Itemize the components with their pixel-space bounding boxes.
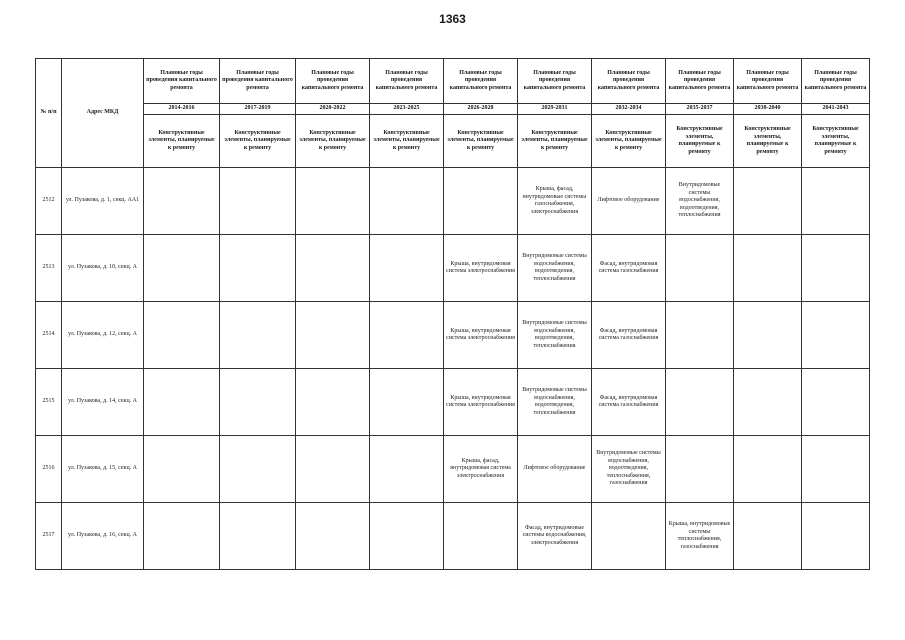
- repair-elements-cell: [666, 302, 734, 369]
- period-header: Плановые годы проведения капитального ремонта: [370, 59, 444, 104]
- repair-elements-cell: [144, 503, 220, 570]
- period-header: Плановые годы проведения капитального ремонта: [518, 59, 592, 104]
- repair-elements-cell: Фасад, внутридомовые системы водоснабжения, электроснабжения: [518, 503, 592, 570]
- repair-elements-cell: Крыша, внутридомовые системы теплоснабжения, газоснабжения: [666, 503, 734, 570]
- row-number: 2515: [36, 369, 62, 436]
- repair-elements-cell: [220, 503, 296, 570]
- repair-elements-cell: [734, 235, 802, 302]
- repair-elements-cell: [296, 369, 370, 436]
- years-header: 2041-2043: [802, 104, 870, 115]
- repair-elements-cell: [144, 302, 220, 369]
- repair-elements-cell: Фасад, внутридомовая система газоснабжения: [592, 235, 666, 302]
- row-number: 2517: [36, 503, 62, 570]
- repair-elements-cell: [144, 168, 220, 235]
- repair-elements-cell: Внутридомовые системы водоснабжения, водоотведения, теплоснабжения: [518, 369, 592, 436]
- repair-elements-cell: [666, 436, 734, 503]
- table-body: [36, 168, 870, 570]
- table-row: [36, 235, 870, 302]
- elements-header: Конструктивные элементы, планируемые к ремонту: [802, 115, 870, 168]
- table-row: [36, 302, 870, 369]
- repair-elements-cell: [370, 302, 444, 369]
- elements-header: Конструктивные элементы, планируемые к ремонту: [144, 115, 220, 168]
- repair-elements-cell: [296, 302, 370, 369]
- years-header: 2035-2037: [666, 104, 734, 115]
- repair-elements-cell: [144, 369, 220, 436]
- table-row: [36, 168, 870, 235]
- repair-elements-cell: [220, 302, 296, 369]
- page-number: 1363: [439, 12, 466, 26]
- repair-elements-cell: Крыша, внутридомовая система электроснабжения: [444, 369, 518, 436]
- repair-elements-cell: [444, 168, 518, 235]
- row-address: ул. Пузакова, д. 12, секц. А: [62, 302, 144, 369]
- repair-elements-cell: Лифтовое оборудование: [518, 436, 592, 503]
- capital-repair-table: [35, 58, 870, 570]
- years-header: 2014-2016: [144, 104, 220, 115]
- repair-elements-cell: [666, 235, 734, 302]
- elements-header: Конструктивные элементы, планируемые к ремонту: [370, 115, 444, 168]
- period-header: Плановые годы проведения капитального ремонта: [734, 59, 802, 104]
- elements-header: Конструктивные элементы, планируемые к ремонту: [220, 115, 296, 168]
- table-row: [36, 436, 870, 503]
- period-header: Плановые годы проведения капитального ремонта: [296, 59, 370, 104]
- elements-header: Конструктивные элементы, планируемые к ремонту: [666, 115, 734, 168]
- period-header: Плановые годы проведения капитального ремонта: [220, 59, 296, 104]
- repair-elements-cell: Крыша, внутридомовая система электроснабжения: [444, 235, 518, 302]
- repair-elements-cell: Фасад, внутридомовая система газоснабжения: [592, 302, 666, 369]
- repair-elements-cell: [296, 436, 370, 503]
- repair-elements-cell: [802, 235, 870, 302]
- repair-elements-cell: [220, 436, 296, 503]
- period-header: Плановые годы проведения капитального ремонта: [666, 59, 734, 104]
- table-row: [36, 503, 870, 570]
- row-address: ул. Пузакова, д. 14, секц. А: [62, 369, 144, 436]
- col-num-header: № п/п: [36, 59, 62, 168]
- repair-elements-cell: Крыша, фасад, внутридомовая система электроснабжения: [444, 436, 518, 503]
- years-header: 2026-2028: [444, 104, 518, 115]
- repair-elements-cell: [444, 503, 518, 570]
- elements-header: Конструктивные элементы, планируемые к ремонту: [518, 115, 592, 168]
- period-header: Плановые годы проведения капитального ремонта: [592, 59, 666, 104]
- repair-elements-cell: [802, 369, 870, 436]
- repair-elements-cell: [802, 436, 870, 503]
- repair-elements-cell: Внутридомовые системы водоснабжения, водоотведения, теплоснабжения: [666, 168, 734, 235]
- repair-elements-cell: Внутридомовые системы водоснабжения, водоотведения, теплоснабжения: [518, 235, 592, 302]
- repair-elements-cell: [802, 302, 870, 369]
- repair-elements-cell: [296, 168, 370, 235]
- row-address: ул. Пузакова, д. 10, секц. А: [62, 235, 144, 302]
- elements-header: Конструктивные элементы, планируемые к ремонту: [592, 115, 666, 168]
- repair-elements-cell: [802, 168, 870, 235]
- repair-elements-cell: Крыша, внутридомовая система электроснабжения: [444, 302, 518, 369]
- repair-elements-cell: [734, 168, 802, 235]
- repair-elements-cell: Внутридомовые системы водоснабжения, водоотведения, теплоснабжения: [518, 302, 592, 369]
- repair-elements-cell: [734, 503, 802, 570]
- years-header: 2032-2034: [592, 104, 666, 115]
- repair-elements-cell: [144, 436, 220, 503]
- row-address: ул. Пузакова, д. 16, секц. А: [62, 503, 144, 570]
- repair-elements-cell: [370, 369, 444, 436]
- row-number: 2512: [36, 168, 62, 235]
- col-address-header: Адрес МКД: [62, 59, 144, 168]
- repair-elements-cell: [370, 503, 444, 570]
- repair-elements-cell: [734, 369, 802, 436]
- elements-header: Конструктивные элементы, планируемые к ремонту: [734, 115, 802, 168]
- elements-header: Конструктивные элементы, планируемые к ремонту: [296, 115, 370, 168]
- repair-elements-cell: [296, 235, 370, 302]
- repair-elements-cell: [144, 235, 220, 302]
- repair-elements-cell: Крыша, фасад, внутридомовые системы газоснабжения, электроснабжения: [518, 168, 592, 235]
- repair-elements-cell: [802, 503, 870, 570]
- repair-elements-cell: [220, 168, 296, 235]
- repair-elements-cell: Внутридомовые системы водоснабжения, водоотведения, теплоснабжения, газоснабжения: [592, 436, 666, 503]
- row-address: ул. Пузакова, д. 15, секц. А: [62, 436, 144, 503]
- repair-elements-cell: [220, 235, 296, 302]
- elements-header: Конструктивные элементы, планируемые к ремонту: [444, 115, 518, 168]
- period-header: Плановые годы проведения капитального ремонта: [802, 59, 870, 104]
- repair-elements-cell: [220, 369, 296, 436]
- table-row: [36, 369, 870, 436]
- repair-elements-cell: [370, 235, 444, 302]
- repair-elements-cell: Фасад, внутридомовая система газоснабжения: [592, 369, 666, 436]
- repair-elements-cell: [666, 369, 734, 436]
- row-number: 2514: [36, 302, 62, 369]
- repair-elements-cell: [734, 302, 802, 369]
- repair-elements-cell: [370, 168, 444, 235]
- table-header: [36, 59, 870, 168]
- years-header: 2038-2040: [734, 104, 802, 115]
- repair-elements-cell: Лифтовое оборудование: [592, 168, 666, 235]
- repair-elements-cell: [370, 436, 444, 503]
- row-address: ул. Пузакова, д. 1, секц. АА1: [62, 168, 144, 235]
- row-number: 2516: [36, 436, 62, 503]
- repair-elements-cell: [296, 503, 370, 570]
- row-number: 2513: [36, 235, 62, 302]
- years-header: 2029-2031: [518, 104, 592, 115]
- repair-elements-cell: [734, 436, 802, 503]
- period-header: Плановые годы проведения капитального ремонта: [144, 59, 220, 104]
- years-header: 2020-2022: [296, 104, 370, 115]
- repair-elements-cell: [592, 503, 666, 570]
- years-header: 2023-2025: [370, 104, 444, 115]
- years-header: 2017-2019: [220, 104, 296, 115]
- period-header: Плановые годы проведения капитального ремонта: [444, 59, 518, 104]
